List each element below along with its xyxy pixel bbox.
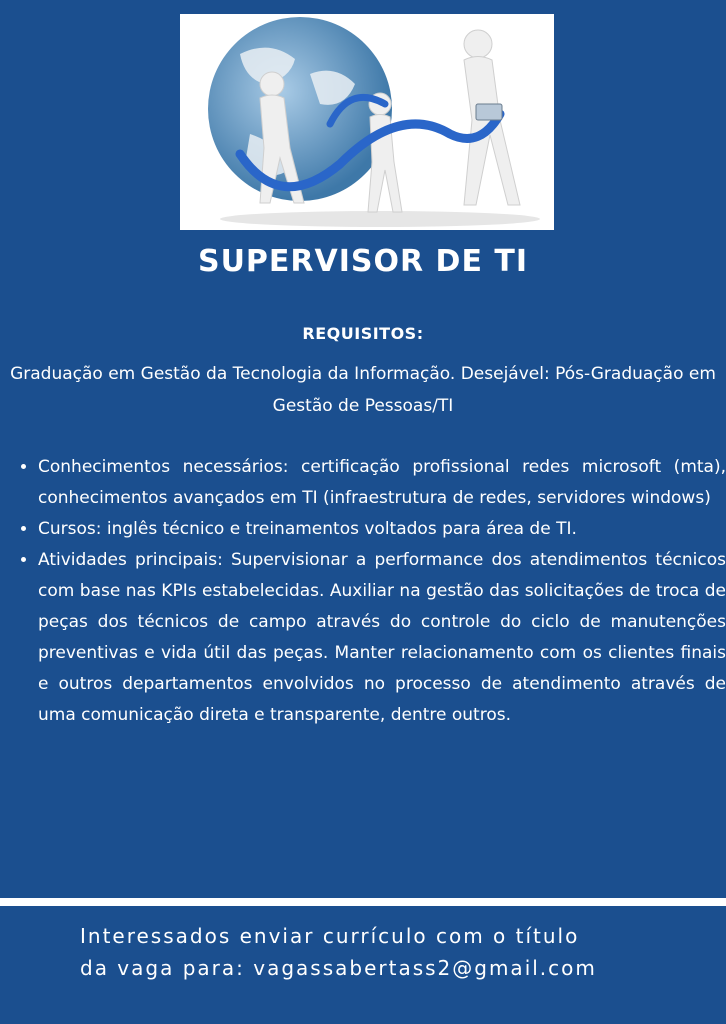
requirements-heading: REQUISITOS:	[302, 324, 424, 343]
footer-line-email: da vaga para: vagassabertass2@gmail.com	[80, 956, 597, 980]
requirements-text: Graduação em Gestão da Tecnologia da Informação. Desejável: Pós-Graduação em Gestão de Pessoas/TI	[10, 364, 716, 416]
list-item: • Atividades principais: Supervisionar a performance dos atendimentos técnicos com base nas KPIs estabelecidas. Auxiliar na gestão das solicitações de troca de peças dos técnicos de campo através do controle do ciclo de manutenções preventivas e vida útil das peças. Manter relacionamento com os clientes finais e outros departamentos envolvidos no processo de atendimento através de uma comunicação direta e transparente, dentre outros.	[38, 545, 726, 731]
footer-line: Interessados enviar currículo com o título	[80, 924, 580, 948]
hero-image	[180, 14, 554, 230]
requirements-list	[10, 452, 726, 731]
contact-footer	[80, 920, 700, 984]
globe-network-people-icon	[180, 14, 554, 230]
page-title: SUPERVISOR DE TI	[197, 244, 529, 279]
list-item: • Conhecimentos necessários: certificação profissional redes microsoft (mta), conhecimentos avançados em TI (infraestrutura de redes, servidores windows)	[38, 452, 726, 514]
list-item: • Cursos: inglês técnico e treinamentos voltados para área de TI.	[38, 514, 726, 545]
divider	[0, 898, 726, 906]
